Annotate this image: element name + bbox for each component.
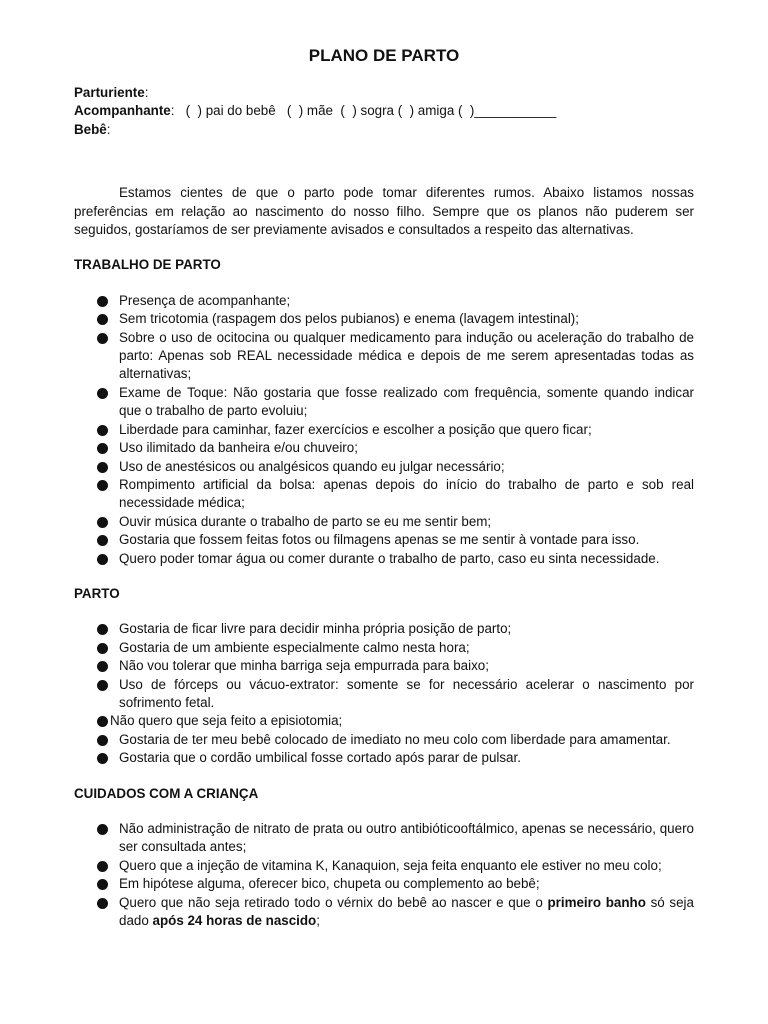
section-title-trabalho: TRABALHO DE PARTO: [74, 257, 221, 273]
list-item: Ouvir música durante o trabalho de parto se eu me sentir bem;: [74, 513, 694, 531]
list-item: Presença de acompanhante;: [74, 292, 694, 310]
list-item: Gostaria de um ambiente especialmente calmo nesta hora;: [74, 639, 694, 657]
section-title-parto: PARTO: [74, 585, 120, 601]
bebe-suffix: :: [106, 121, 111, 137]
list-item: Exame de Toque: Não gostaria que fosse realizado com frequência, somente quando indicar que o trabalho de parto evoluiu;: [74, 384, 694, 421]
list-item: Sem tricotomia (raspagem dos pelos pubianos) e enema (lavagem intestinal);: [74, 310, 694, 328]
list-item: Liberdade para caminhar, fazer exercícios e escolher a posição que quero ficar;: [74, 421, 694, 439]
list-cuidados: [74, 820, 694, 930]
list-item-text: só seja dado: [119, 894, 694, 929]
list-item: Uso de anestésicos ou analgésicos quando eu julgar necessário;: [74, 458, 694, 476]
parturiente-suffix: :: [144, 85, 149, 100]
section-title-cuidados: CUIDADOS COM A CRIANÇA: [74, 785, 259, 801]
list-item: Quero poder tomar água ou comer durante o trabalho de parto, caso eu sinta necessidade.: [74, 550, 694, 568]
list-item: Rompimento artificial da bolsa: apenas depois do início do trabalho de parto e sob real necessidade médica;: [74, 476, 694, 513]
intro-paragraph: Estamos cientes de que o parto pode tomar diferentes rumos. Abaixo listamos nossas preferências em relação ao nascimento do nosso filho. Sempre que os planos não puderem ser seguidos, gostaríamos de ser previamente avisados e consultados a respeito das alternativas.: [74, 185, 694, 238]
list-item: Gostaria de ter meu bebê colocado de imediato no meu colo com liberdade para amamentar.: [74, 731, 694, 749]
list-item: Quero que a injeção de vitamina K, Kanaquion, seja feita enquanto ele estiver no meu colo;: [74, 857, 694, 875]
list-item: Não vou tolerar que minha barriga seja empurrada para baixo;: [74, 657, 694, 675]
list-item: Uso de fórceps ou vácuo-extrator: somente se for necessário acelerar o nascimento por sofrimento fetal.: [74, 676, 694, 713]
list-item-text: Quero que não seja retirado todo o vérnix do bebê ao nascer e que o: [119, 894, 548, 910]
list-item: Uso ilimitado da banheira e/ou chuveiro;: [74, 439, 694, 457]
list-item: Gostaria de ficar livre para decidir minha própria posição de parto;: [74, 620, 694, 638]
list-item: Gostaria que o cordão umbilical fosse cortado após parar de pulsar.: [74, 749, 694, 767]
list-item: Não administração de nitrato de prata ou outro antibióticooftálmico, apenas se necessário, quero ser consultada antes;: [74, 820, 694, 857]
list-item: Não quero que seja feito a episiotomia;: [74, 712, 694, 730]
list-parto: [74, 620, 694, 767]
list-item-bold-text: primeiro banho: [547, 894, 646, 910]
page-title: PLANO DE PARTO: [308, 46, 460, 65]
list-item-bold-text: após 24 horas de nascido: [152, 913, 317, 929]
list-item: Em hipótese alguma, oferecer bico, chupeta ou complemento ao bebê;: [74, 875, 694, 893]
list-item: Gostaria que fossem feitas fotos ou filmagens apenas se me sentir à vontade para isso.: [74, 531, 694, 549]
bebe-label: Bebê: [74, 121, 107, 137]
parturiente-label: Parturiente: [74, 85, 145, 100]
acompanhante-options: : ( ) pai do bebê ( ) mãe ( ) sogra ( ) amiga ( )___________: [170, 103, 557, 119]
list-trabalho: [74, 292, 694, 568]
list-item-vernix: [74, 894, 694, 931]
acompanhante-field: [74, 102, 694, 120]
list-item: Sobre o uso de ocitocina ou qualquer medicamento para indução ou aceleração do trabalho de parto: Apenas sob REAL necessidade médica e depois de me serem apresentadas todas as alternativas;: [74, 329, 694, 384]
bebe-field: [74, 121, 694, 139]
acompanhante-label: Acompanhante: [74, 103, 171, 119]
list-item-text: ;: [316, 913, 320, 929]
parturiente-field: [74, 84, 694, 102]
